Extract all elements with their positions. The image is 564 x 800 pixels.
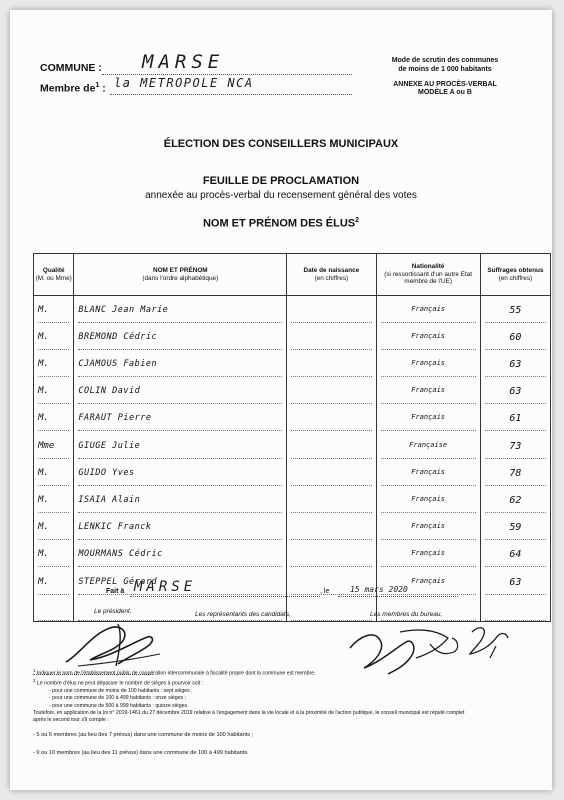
document-sheet: [10, 10, 552, 790]
footnote-2: $^2$ Le nombre d'élus ne peut dépasser le nombre de sièges à pourvoir soit :: [33, 678, 204, 687]
president-signature: [60, 614, 170, 674]
table-row: M. BREMOND Cédric Français 60: [34, 323, 551, 350]
header-qualite: Qualité (M. ou Mme): [34, 254, 74, 296]
table-row: M. MOURMANS Cédric Français 64: [34, 540, 551, 567]
fait-label: Fait à: [106, 588, 125, 595]
elus-table: [33, 253, 551, 622]
commune-field: [102, 51, 352, 75]
president-label: Le président,: [94, 608, 132, 615]
fait-date: 15 mars 2020: [350, 585, 408, 594]
table-row: M. ISAIA Alain Français 62: [34, 486, 551, 513]
table-row: M. FARAUT Pierre Français 61: [34, 404, 551, 431]
table-row: M. GUIDO Yves Français 78: [34, 459, 551, 486]
membres-label: Les membres du bureau,: [370, 611, 443, 618]
footnote-1: $^1$ Indiquer le nom de l'établissement public de coopération intercommunale à fiscalité propre dont la commune est membre.: [33, 668, 316, 677]
fait-place: MARSE: [134, 579, 197, 595]
header-date: Date de naissance (en chiffres): [287, 254, 376, 296]
title-feuille: FEUILLE DE PROCLAMATION: [202, 175, 360, 187]
scrutin-mode-box: Mode de scrutin des communes de moins de 1 000 habitants ANNEXE AU PROCÈS-VERBAL MODÈLE A ou B: [391, 57, 499, 97]
header-nationalite: Nationalité (si ressortissant d'un autre Etat membre de l'UE): [376, 254, 480, 296]
membre-field: [110, 76, 352, 95]
table-header-row: [34, 254, 551, 296]
footnotes: [33, 668, 533, 758]
le-label: , le: [320, 588, 330, 595]
membre-value: la METROPOLE NCA: [114, 76, 254, 90]
title-election: ÉLECTION DES CONSEILLERS MUNICIPAUX: [163, 138, 399, 150]
footnote-bullet-1: - pour une commune de moins de 100 habitants : sept sièges ;: [49, 688, 193, 695]
table-row: M. CJAMOUS Fabien Français 63: [34, 350, 551, 377]
title-nom-prenom: NOM ET PRÉNOM DES ÉLUS$^2$: [202, 217, 360, 230]
fait-date-field: [338, 585, 458, 597]
header-suffrages: Suffrages obtenus (en chiffres): [480, 254, 550, 296]
commune-value: MARSE: [142, 51, 225, 73]
table-row: Mme GIUGE Julie Française 73: [34, 431, 551, 458]
table-row: M. COLIN David Français 63: [34, 377, 551, 404]
fait-place-field: [130, 579, 320, 597]
footnote-bullet-3: - pour une commune de 500 à 999 habitants : quinze sièges.: [49, 702, 189, 709]
table-row: M. LENKIC Franck Français 59: [34, 513, 551, 540]
representants-label: Les représentants des candidats,: [195, 611, 291, 618]
table-row: M. BLANC Jean Marie Français 55: [34, 296, 551, 323]
subtitle-annexee: annexée au procès-verbal du recensement général des votes: [145, 190, 417, 201]
footnote-paragraph: Toutefois, en application de la loi n° 2019-1461 du 27 décembre 2019 relative à l'engagement dans la vie locale et à la proximité de l'action publique, le conseil municipal est réputé complet après le second tour s'il compte :: [33, 709, 465, 724]
footnote-dash-1: - 5 ou 6 membres (au lieu des 7 prévus) dans une commune de moins de 100 habitants ;: [33, 732, 254, 739]
footnote-bullet-2: - pour une commune de 100 à 499 habitants : onze sièges ;: [49, 695, 186, 702]
table-row: M. STEPPEL Gérard Français 63: [34, 567, 551, 594]
commune-label: COMMUNE :: [40, 62, 102, 74]
footnote-dash-2: - 9 ou 10 membres (au lieu des 11 prévus) dans une commune de 100 à 499 habitants.: [33, 750, 249, 757]
header-nom: NOM ET PRÉNOM (dans l'ordre alphabétique): [74, 254, 287, 296]
membre-label: Membre $de^1$ :: [40, 82, 106, 95]
